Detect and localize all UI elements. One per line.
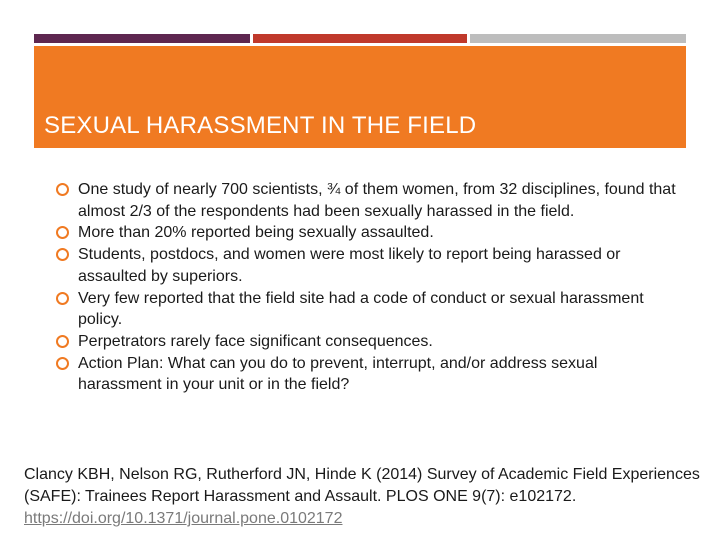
- title-band: [34, 46, 686, 148]
- accent-bar-red: [253, 34, 467, 43]
- bullet-text: One study of nearly 700 scientists, ¾ of them women, from 32 disciplines, found that almost 2/3 of the respondents had been sexually harassed in the field.: [78, 181, 676, 220]
- bullet-text: Action Plan: What can you do to prevent, interrupt, and/or address sexual harassment in your unit or in the field?: [78, 354, 598, 394]
- hollow-circle-icon: [56, 248, 69, 261]
- bullet-text: Students, postdocs, and women were most likely to report being harassed or assaulted by superiors.: [78, 246, 621, 285]
- bullet-item: [56, 222, 676, 244]
- bullet-text: Perpetrators rarely face significant consequences.: [78, 332, 433, 350]
- bullet-text: Very few reported that the field site had a code of conduct or sexual harassment policy.: [78, 289, 644, 329]
- accent-bar-purple: [34, 34, 250, 43]
- hollow-circle-icon: [56, 335, 69, 348]
- doi-link[interactable]: https://doi.org/10.1371/journal.pone.0102172: [24, 510, 343, 527]
- hollow-circle-icon: [56, 183, 69, 196]
- bullet-text: More than 20% reported being sexually assaulted.: [78, 224, 434, 242]
- bullet-list: [56, 179, 676, 396]
- slide-title: SEXUAL HARASSMENT IN THE FIELD: [44, 112, 477, 139]
- citation: [24, 464, 704, 530]
- accent-bar-gray: [470, 34, 686, 43]
- hollow-circle-icon: [56, 226, 69, 239]
- hollow-circle-icon: [56, 292, 69, 305]
- bullet-item: [56, 353, 676, 396]
- bullet-item: [56, 179, 676, 222]
- bullet-item: [56, 244, 676, 287]
- bullet-item: [56, 288, 676, 331]
- bullet-item: [56, 331, 676, 353]
- citation-text: Clancy KBH, Nelson RG, Rutherford JN, Hinde K (2014) Survey of Academic Field Experiences (SAFE): Trainees Report Harassment and Assault. PLOS ONE 9(7): e102172.: [24, 466, 700, 505]
- hollow-circle-icon: [56, 357, 69, 370]
